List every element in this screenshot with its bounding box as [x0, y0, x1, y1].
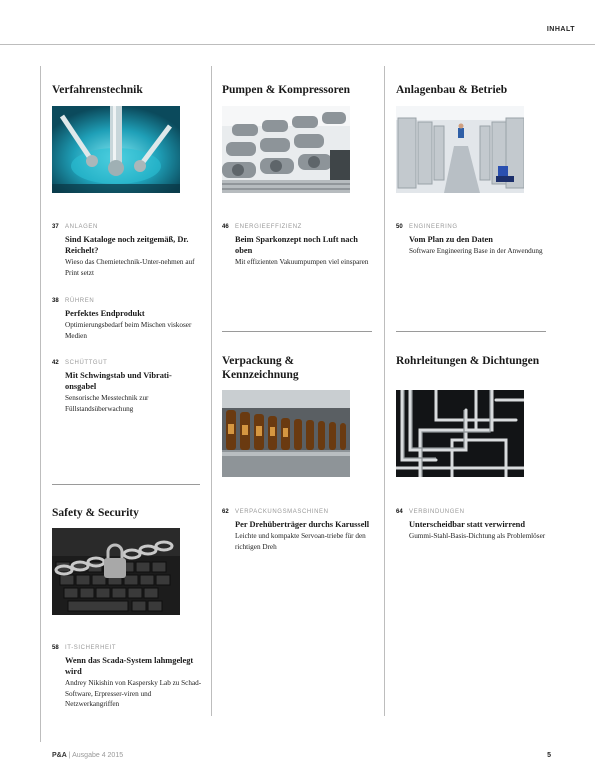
article-meta: 58 IT-SICHERHEIT — [52, 645, 117, 651]
article-42[interactable] — [52, 359, 202, 414]
article-meta: 37 ANLAGEN — [52, 224, 98, 230]
article-desc: Leichte und kompakte Servoan-triebe für den richtigen Dreh — [235, 532, 366, 551]
article-title: Sind Kataloge noch zeitgemäß, Dr. Reichelt? — [65, 235, 189, 255]
rule-col3-mid — [396, 331, 546, 332]
article-37[interactable] — [52, 223, 202, 278]
section-heading-anlagenbau: Anlagenbau & Betrieb — [396, 84, 508, 96]
section-heading-safety-security: Safety & Security — [52, 507, 139, 519]
footer-issue-text: Ausgabe 4 2015 — [72, 752, 124, 759]
article-meta: 38 RÜHREN — [52, 298, 95, 304]
photo-pipes — [396, 390, 524, 477]
article-title: Wenn das Scada-System lahmgelegt wird — [65, 656, 194, 676]
footer-issue: P&A | Ausgabe 4 2015 — [52, 752, 124, 759]
article-desc: Andrey Nikishin von Kaspersky Lab zu Schad-Software, Erpresser-viren und Netzwerkangriffen — [65, 679, 202, 708]
article-38[interactable] — [52, 297, 202, 341]
article-meta: 42 SCHÜTTGUT — [52, 360, 108, 366]
article-desc: Gummi-Stahl-Basis-Dichtung als Problemlöser — [409, 532, 546, 540]
photo-bottles — [222, 390, 350, 477]
top-rule — [0, 44, 595, 45]
article-meta: 50 ENGINEERING — [396, 224, 458, 230]
article-meta: 62 VERPACKUNGSMASCHINEN — [222, 509, 329, 515]
article-desc: Mit effizienten Vakuumpumpen viel einsparen — [235, 258, 369, 266]
column-divider-1 — [211, 66, 212, 716]
article-title: Mit Schwingstab und Vibrati-onsgabel — [65, 371, 172, 391]
article-desc: Wieso das Chemietechnik-Unter-nehmen auf Print setzt — [65, 258, 195, 277]
article-58[interactable] — [52, 644, 202, 710]
article-title: Vom Plan zu den Daten — [409, 235, 493, 244]
section-heading-rohrleitungen: Rohrleitungen & Dichtungen — [396, 355, 540, 367]
article-title: Beim Sparkonzept noch Luft nach oben — [235, 235, 358, 255]
photo-pumps — [222, 106, 350, 193]
page-number: 5 — [547, 752, 551, 759]
photo-keyboard-chain — [52, 528, 180, 615]
article-desc: Optimierungsbedarf beim Mischen viskoser Medien — [65, 321, 192, 340]
rule-col1-mid — [52, 484, 200, 485]
article-meta: 64 VERBINDUNGEN — [396, 509, 465, 515]
section-heading-verpackung: Verpackung & Kennzeichnung — [222, 355, 299, 381]
article-50[interactable] — [396, 223, 546, 257]
section-heading-verfahrenstechnik: Verfahrenstechnik — [52, 84, 143, 96]
article-desc: Software Engineering Base in der Anwendung — [409, 247, 543, 255]
section-heading-pumpen: Pumpen & Kompressoren — [222, 84, 350, 96]
article-title: Unterscheidbar statt verwirrend — [409, 520, 525, 529]
column-divider-left — [40, 66, 41, 742]
section-label: INHALT — [546, 26, 575, 33]
rule-col2-mid — [222, 331, 372, 332]
photo-reactor — [52, 106, 180, 193]
article-64[interactable] — [396, 508, 546, 542]
article-title: Per Drehüberträger durchs Karussell — [235, 520, 370, 529]
photo-factory-hall — [396, 106, 524, 193]
footer-brand: P&A — [52, 752, 67, 759]
article-title: Perfektes Endprodukt — [65, 309, 145, 318]
article-meta: 46 ENERGIEEFFIZIENZ — [222, 224, 302, 230]
article-46[interactable] — [222, 223, 372, 268]
article-62[interactable] — [222, 508, 372, 552]
column-divider-2 — [384, 66, 385, 716]
article-desc: Sensorische Messtechnik zur Füllstandsüberwachung — [65, 394, 149, 413]
